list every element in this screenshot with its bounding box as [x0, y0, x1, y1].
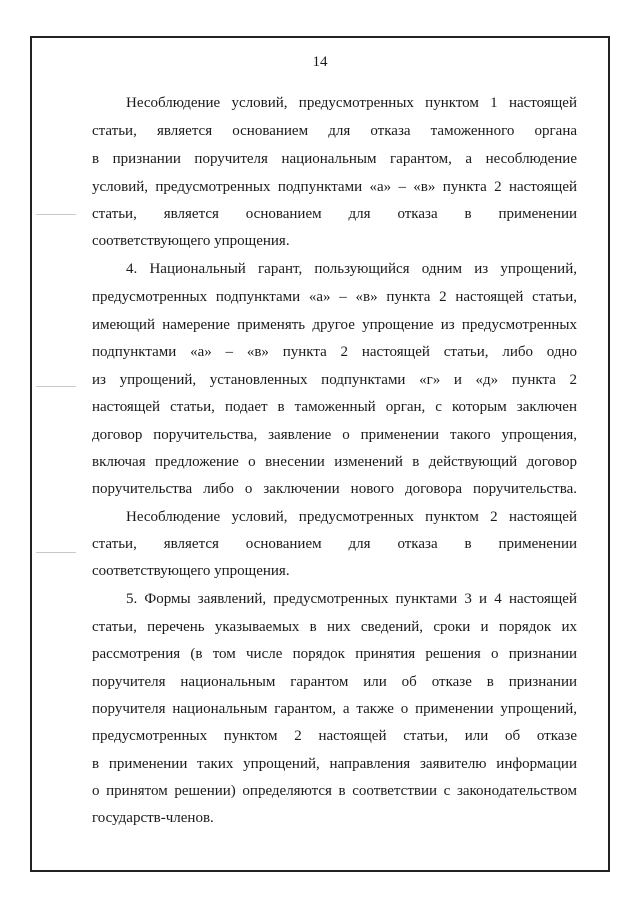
text-line: из упрощений, установленных подпунктами «г» и «д» пункта 2	[92, 372, 577, 388]
text-line: о принятом решении) определяются в соответствии с законодательством	[92, 783, 577, 799]
page-number: 14	[312, 54, 328, 70]
text-line: поручительства либо о заключении нового договора поручительства.	[92, 481, 577, 497]
text-line: Несоблюдение условий, предусмотренных пунктом 1 настоящей	[126, 95, 577, 111]
text-line: Несоблюдение условий, предусмотренных пунктом 2 настоящей	[126, 509, 577, 525]
text-line: предусмотренных подпунктами «а» – «в» пункта 2 настоящей статьи,	[92, 289, 577, 305]
scan-artifact	[36, 386, 76, 387]
text-line: в применении таких упрощений, направления заявителю информации	[92, 756, 577, 772]
text-line: статьи, является основанием для отказа в применении	[92, 536, 577, 552]
text-line: договор поручительства, заявление о применении такого упрощения,	[92, 427, 577, 443]
text-line: 4. Национальный гарант, пользующийся одним из упрощений,	[126, 261, 577, 277]
text-line: включая предложение о внесении изменений в действующий договор	[92, 454, 577, 470]
text-line: поручителя национальным гарантом, а также о применении упрощений,	[92, 701, 577, 717]
text-line: статьи, является основанием для отказа в применении	[92, 206, 577, 222]
scan-artifact	[36, 552, 76, 553]
text-line: предусмотренных пунктом 2 настоящей статьи, или об отказе	[92, 728, 577, 744]
text-line: 5. Формы заявлений, предусмотренных пунктами 3 и 4 настоящей	[126, 591, 577, 607]
text-line: имеющий намерение применять другое упрощение из предусмотренных	[92, 317, 577, 333]
text-line: статьи, перечень указываемых в них сведений, сроки и порядок их	[92, 619, 577, 635]
text-line: настоящей статьи, подает в таможенный орган, с которым заключен	[92, 399, 577, 415]
text-line: подпунктами «а» – «в» пункта 2 настоящей статьи, либо одно	[92, 344, 577, 360]
text-line: поручителя национальным гарантом или об отказе в признании	[92, 674, 577, 690]
text-line: соответствующего упрощения.	[92, 563, 290, 579]
text-line: статьи, является основанием для отказа таможенного органа	[92, 123, 577, 139]
text-line: государств-членов.	[92, 810, 214, 826]
scan-artifact	[36, 214, 76, 215]
text-line: условий, предусмотренных подпунктами «а» – «в» пункта 2 настоящей	[92, 179, 577, 195]
text-line: рассмотрения (в том числе порядок принятия решения о признании	[92, 646, 577, 662]
text-line: соответствующего упрощения.	[92, 233, 290, 249]
text-line: в признании поручителя национальным гарантом, а несоблюдение	[92, 151, 577, 167]
